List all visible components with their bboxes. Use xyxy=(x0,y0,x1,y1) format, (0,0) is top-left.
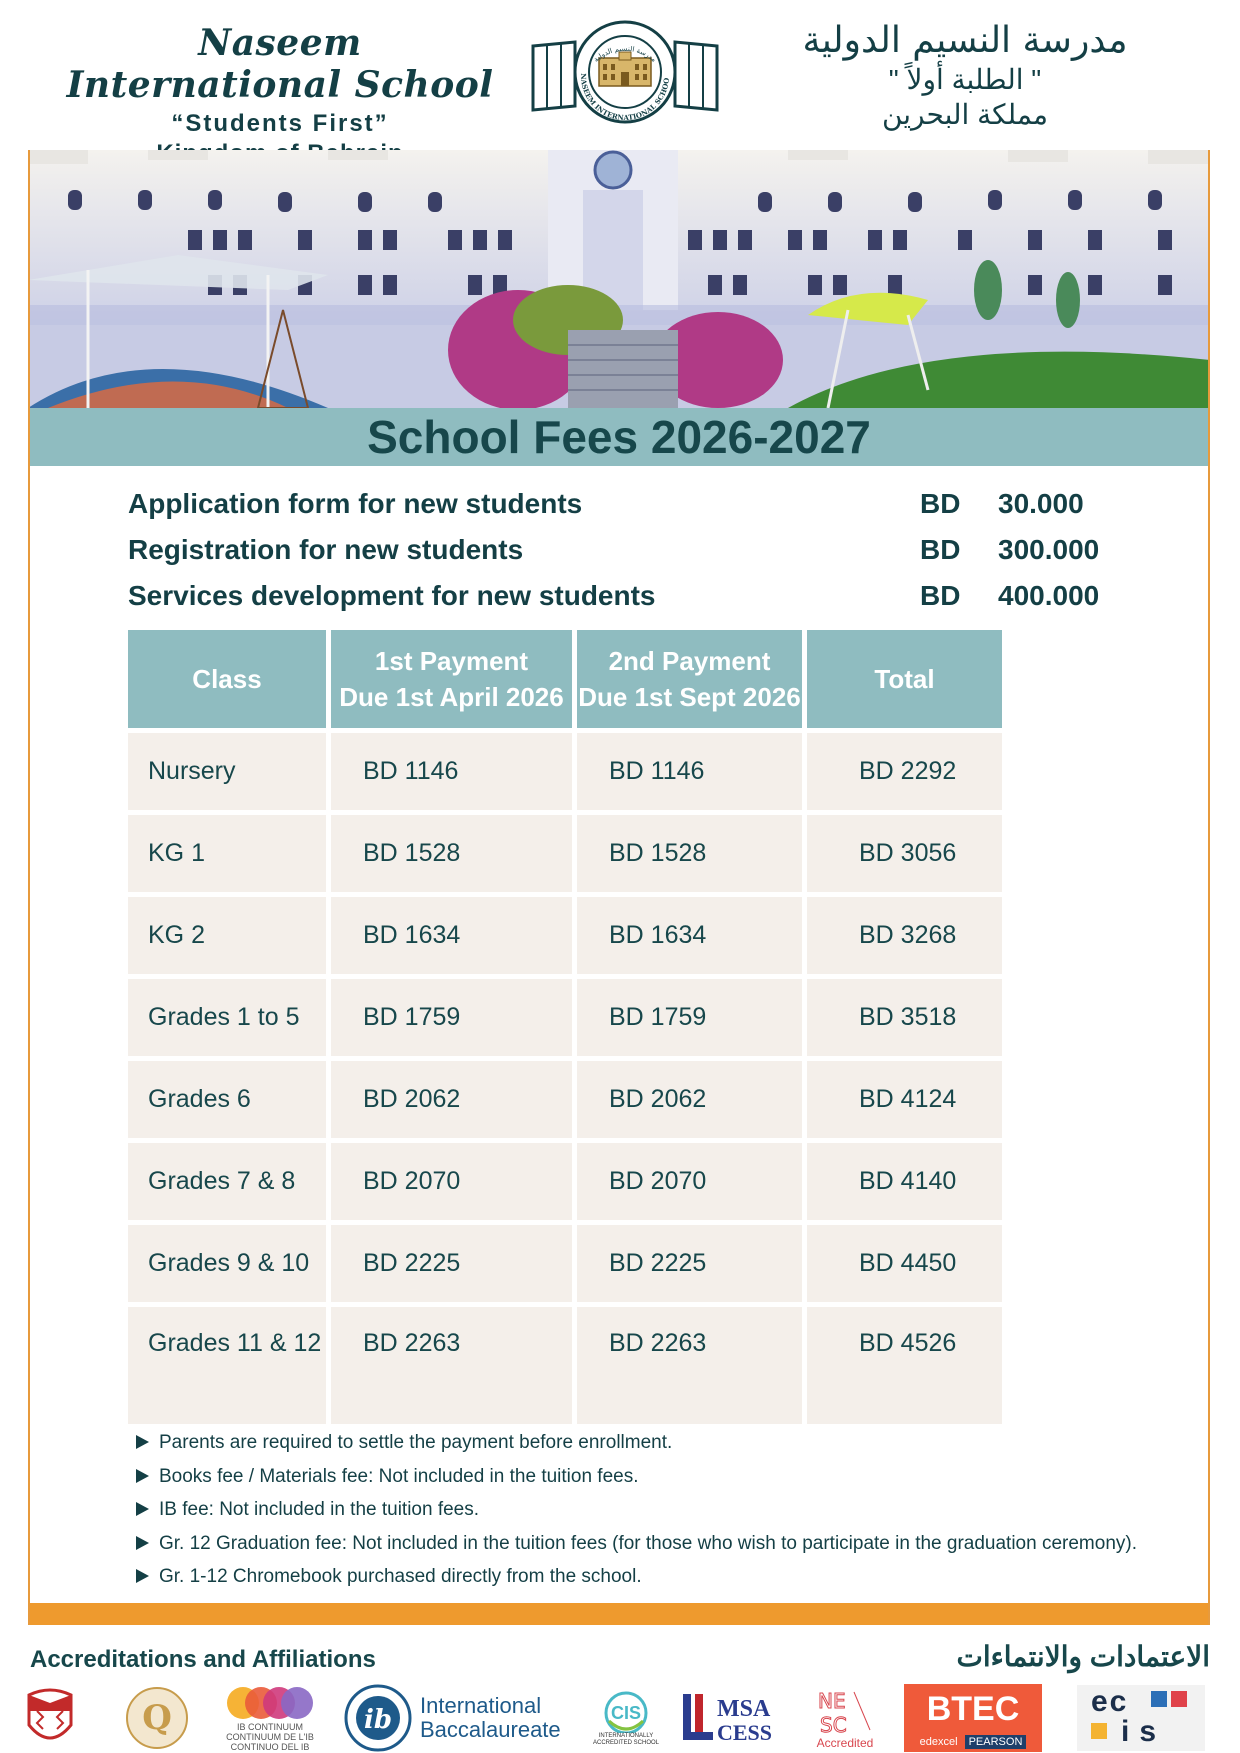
header-english xyxy=(60,22,500,168)
bahrain-emblem-logo xyxy=(20,1682,80,1753)
school-motto-ar: " الطلبة أولاً " xyxy=(888,64,1042,95)
cell-second-payment: BD 2062 xyxy=(577,1061,802,1138)
school-motto-en: “Students First” xyxy=(171,110,389,137)
cell-class: Grades 9 & 10 xyxy=(128,1225,326,1302)
cell-first-payment: BD 2225 xyxy=(331,1225,572,1302)
cell-first-payment: BD 1634 xyxy=(331,897,572,974)
note-text: Books fee / Materials fee: Not included in the tuition fees. xyxy=(159,1465,639,1487)
ib-wordmark-line1: International xyxy=(420,1692,542,1718)
note-text: Gr. 1-12 Chromebook purchased directly from the school. xyxy=(159,1566,642,1587)
btec-logo xyxy=(902,1682,1044,1753)
cell-class: Grades 1 to 5 xyxy=(128,979,326,1056)
title-band xyxy=(30,408,1208,466)
cell-first-payment: BD 2263 xyxy=(331,1307,572,1424)
cell-class: Grades 7 & 8 xyxy=(128,1143,326,1220)
note-item xyxy=(136,1426,1196,1460)
table-row xyxy=(128,979,1002,1056)
cell-class: KG 2 xyxy=(128,897,326,974)
accreditations-title-en: Accreditations and Affiliations xyxy=(30,1646,376,1673)
note-item xyxy=(136,1493,1196,1527)
triangle-bullet-icon xyxy=(136,1569,149,1583)
table-row xyxy=(128,897,1002,974)
fee-label: Services development for new students xyxy=(128,580,656,611)
triangle-bullet-icon xyxy=(136,1536,149,1550)
cell-total: BD 4526 xyxy=(807,1307,1002,1424)
fee-amount: 400.000 xyxy=(998,580,1100,611)
ecis-text-bottom: is xyxy=(1121,1714,1167,1748)
ib-logo xyxy=(342,1682,572,1753)
header-first-payment-due: Due 1st April 2026 xyxy=(339,682,564,712)
cis-subtitle: INTERNATIONALLY ACCREDITED SCHOOL xyxy=(592,1732,659,1746)
fee-row xyxy=(128,488,1108,534)
header-first-payment xyxy=(331,630,572,728)
header-total: Total xyxy=(807,630,1002,728)
cell-total: BD 3056 xyxy=(807,815,1002,892)
svg-text:Q: Q xyxy=(142,1697,172,1738)
neasc-logo xyxy=(808,1682,882,1753)
svg-text:SC: SC xyxy=(820,1712,847,1736)
cis-logo xyxy=(586,1682,666,1753)
cell-first-payment: BD 1528 xyxy=(331,815,572,892)
school-crest-logo xyxy=(525,14,725,124)
pearson-text: PEARSON xyxy=(965,1735,1027,1749)
cell-second-payment: BD 2225 xyxy=(577,1225,802,1302)
table-row xyxy=(128,1307,1002,1424)
cell-total: BD 3268 xyxy=(807,897,1002,974)
note-item xyxy=(136,1560,1196,1594)
header-first-payment-title: 1st Payment xyxy=(374,646,529,676)
page-header xyxy=(0,0,1240,135)
header-arabic xyxy=(745,20,1185,131)
svg-text:NASEEM INTERNATIONAL SCHOOL: NASEEM INTERNATIONAL SCHOO xyxy=(578,73,672,123)
fee-currency: BD xyxy=(920,534,961,565)
ib-mark-text: ib xyxy=(363,1704,393,1735)
note-item xyxy=(136,1460,1196,1494)
cell-total: BD 2292 xyxy=(807,733,1002,810)
fee-row xyxy=(128,534,1108,580)
note-text: Parents are required to settle the payment before enrollment. xyxy=(159,1432,673,1453)
one-time-fees xyxy=(128,488,1108,626)
fee-currency: BD xyxy=(920,488,961,519)
cell-total: BD 4124 xyxy=(807,1061,1002,1138)
ib-wordmark-line2: Baccalaureate xyxy=(420,1716,561,1742)
svg-text:NE: NE xyxy=(818,1688,846,1713)
ib-continuum-line2: CONTINUUM DE L'IB xyxy=(226,1731,314,1742)
tuition-fees-table xyxy=(123,625,1007,1429)
triangle-bullet-icon xyxy=(136,1435,149,1449)
fee-row xyxy=(128,580,1108,626)
table-row xyxy=(128,1143,1002,1220)
kingdom-ar: مملكة البحرين xyxy=(881,99,1049,130)
neasc-subtitle: Accredited xyxy=(816,1735,874,1750)
note-item xyxy=(136,1527,1196,1561)
triangle-bullet-icon xyxy=(136,1469,149,1483)
page-title: School Fees 2026-2027 xyxy=(367,411,871,463)
header-second-payment-due: Due 1st Sept 2026 xyxy=(578,682,801,712)
cell-second-payment: BD 1146 xyxy=(577,733,802,810)
quality-award-logo xyxy=(118,1682,196,1753)
table-row xyxy=(128,1225,1002,1302)
table-row xyxy=(128,815,1002,892)
ib-continuum-line3: CONTINUO DEL IB xyxy=(230,1741,310,1752)
table-header-row xyxy=(128,630,1002,728)
triangle-bullet-icon xyxy=(136,1502,149,1516)
cell-class: KG 1 xyxy=(128,815,326,892)
ecis-badge xyxy=(1077,1685,1205,1751)
cell-total: BD 3518 xyxy=(807,979,1002,1056)
cess-text: CESS xyxy=(717,1719,773,1745)
btec-badge xyxy=(904,1684,1042,1752)
note-text: IB fee: Not included in the tuition fees. xyxy=(159,1499,480,1520)
msa-cess-logo xyxy=(680,1682,790,1753)
ecis-text-top: ec xyxy=(1091,1684,1129,1718)
fee-notes xyxy=(136,1426,1196,1594)
accreditations-title-ar: الاعتمادات والانتماءات xyxy=(956,1641,1210,1672)
btec-text: BTEC xyxy=(926,1689,1020,1728)
cell-first-payment: BD 2062 xyxy=(331,1061,572,1138)
cell-second-payment: BD 1759 xyxy=(577,979,802,1056)
note-text: Gr. 12 Graduation fee: Not included in the tuition fees (for those who wish to participate in the graduation ceremony). xyxy=(159,1532,1137,1554)
fee-currency: BD xyxy=(920,580,961,611)
ib-continuum-line1: IB CONTINUUM xyxy=(237,1721,303,1732)
school-name-en: Naseem International School xyxy=(66,22,494,106)
ecis-logo xyxy=(1074,1682,1208,1753)
table-row xyxy=(128,1061,1002,1138)
table-row xyxy=(128,733,1002,810)
cell-second-payment: BD 1528 xyxy=(577,815,802,892)
cell-total: BD 4450 xyxy=(807,1225,1002,1302)
cell-class: Grades 11 & 12 xyxy=(128,1307,326,1424)
btec-sub xyxy=(904,1736,1042,1748)
school-name-ar: مدرسة النسيم الدولية xyxy=(802,20,1128,61)
svg-text:مدرسة النسيم الدولية: مدرسة النسيم الدولية xyxy=(592,44,658,64)
cell-second-payment: BD 2070 xyxy=(577,1143,802,1220)
ib-wordmark xyxy=(420,1694,561,1742)
header-class: Class xyxy=(128,630,326,728)
cell-first-payment: BD 2070 xyxy=(331,1143,572,1220)
cell-class: Grades 6 xyxy=(128,1061,326,1138)
fee-label: Registration for new students xyxy=(128,534,524,565)
edexcel-text: edexcel xyxy=(919,1735,958,1748)
fee-amount: 30.000 xyxy=(998,488,1084,519)
accreditation-logos xyxy=(0,1682,1240,1753)
cell-second-payment: BD 1634 xyxy=(577,897,802,974)
cell-total: BD 4140 xyxy=(807,1143,1002,1220)
cell-second-payment: BD 2263 xyxy=(577,1307,802,1424)
cis-text: CIS xyxy=(610,1702,642,1723)
footer-divider xyxy=(30,1603,1208,1625)
cell-class: Nursery xyxy=(128,733,326,810)
msa-text: MSA xyxy=(717,1695,771,1722)
header-second-payment xyxy=(577,630,802,728)
cell-first-payment: BD 1759 xyxy=(331,979,572,1056)
header-second-payment-title: 2nd Payment xyxy=(608,646,771,676)
fee-amount: 300.000 xyxy=(998,534,1100,565)
cell-first-payment: BD 1146 xyxy=(331,733,572,810)
fee-label: Application form for new students xyxy=(128,488,583,519)
ib-continuum-logo xyxy=(210,1682,330,1753)
